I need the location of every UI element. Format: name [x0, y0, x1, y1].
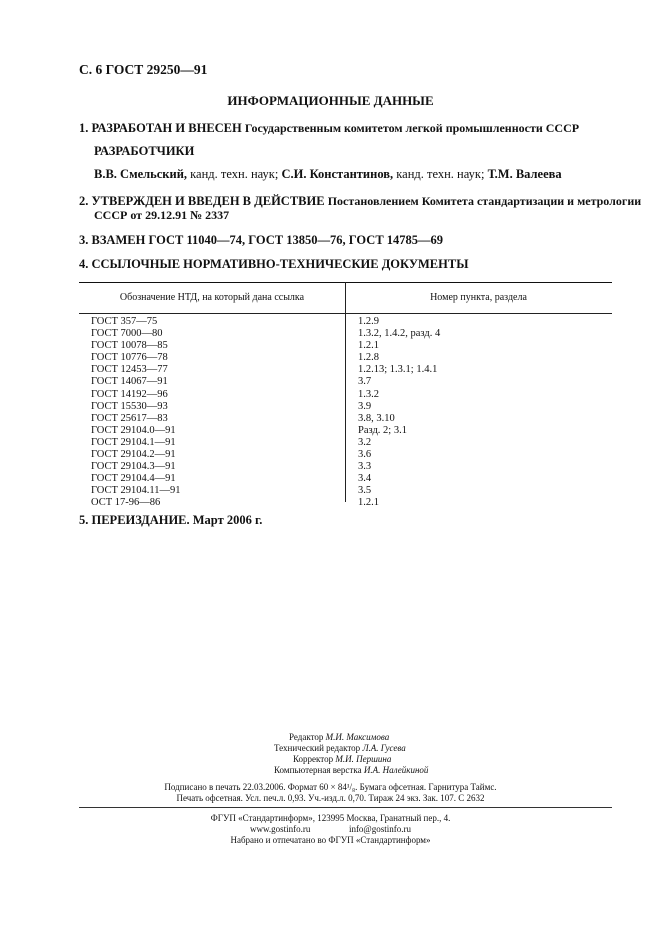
credit-name: М.И. Першина	[335, 754, 392, 764]
table-cell-clause: 3.8, 3.10	[358, 412, 395, 424]
item-heading: УТВЕРЖДЕН И ВВЕДЕН В ДЕЙСТВИЕ	[91, 194, 325, 208]
table-column-designation	[91, 316, 181, 510]
item-1	[79, 121, 579, 136]
table-cell-clause: Разд. 2; 3.1	[358, 424, 407, 436]
table-cell-designation: ГОСТ 29104.3—91	[91, 461, 176, 473]
table-cell-designation: ГОСТ 357—75	[91, 316, 158, 327]
item-number: 5.	[79, 513, 89, 527]
credit-name: М.И. Максимова	[325, 732, 390, 742]
author-degree: канд. техн. наук;	[190, 167, 279, 181]
table-column-divider	[345, 282, 346, 502]
credit-editor	[289, 732, 389, 742]
item-heading: ПЕРЕИЗДАНИЕ. Март 2006 г.	[91, 513, 263, 527]
table-cell-clause: 1.2.1	[358, 340, 379, 352]
credit-corrector	[293, 754, 391, 764]
credit-label: Корректор	[293, 754, 334, 764]
item-heading: ССЫЛОЧНЫЕ НОРМАТИВНО-ТЕХНИЧЕСКИЕ ДОКУМЕНТЫ	[91, 257, 469, 271]
author-name: С.И. Константинов,	[281, 167, 394, 181]
authors-line	[94, 167, 562, 182]
publisher-contacts	[0, 824, 661, 834]
publisher-line-1: ФГУП «Стандартинформ», 123995 Москва, Гранатный пер., 4.	[210, 813, 451, 823]
table-cell-designation: ГОСТ 29104.0—91	[91, 424, 176, 436]
table-cell-clause: 3.4	[358, 473, 372, 485]
section-title: ИНФОРМАЦИОННЫЕ ДАННЫЕ	[227, 93, 434, 108]
item-heading: ВЗАМЕН ГОСТ 11040—74, ГОСТ 13850—76, ГОСТ 14785—69	[91, 233, 444, 247]
item-3	[79, 233, 443, 248]
table-cell-designation: ГОСТ 25617—83	[91, 412, 168, 424]
table-cell-designation: ГОСТ 15530—93	[91, 400, 168, 412]
table-cell-clause: 3.9	[358, 400, 372, 412]
credit-layout	[274, 765, 428, 775]
table-cell-designation: ГОСТ 12453—77	[91, 364, 168, 376]
publisher-email: info@gostinfo.ru	[348, 824, 411, 834]
item-text: Постановлением Комитета стандартизации и метрологии	[327, 194, 642, 208]
table-header-clause: Номер пункта, раздела	[430, 292, 527, 303]
table-cell-designation: ОСТ 17-96—86	[91, 497, 161, 509]
table-cell-clause: 3.2	[358, 436, 372, 448]
table-cell-clause: 1.2.8	[358, 352, 379, 364]
developers-heading: РАЗРАБОТЧИКИ	[94, 144, 195, 158]
table-cell-designation: ГОСТ 29104.4—91	[91, 473, 176, 485]
item-5	[79, 513, 262, 528]
item-text-continued: СССР от 29.12.91 № 2337	[94, 208, 230, 222]
credit-label: Редактор	[289, 732, 324, 742]
table-cell-designation: ГОСТ 14192—96	[91, 388, 168, 400]
item-heading: РАЗРАБОТАН И ВНЕСЕН	[91, 121, 242, 135]
table-cell-clause: 3.3	[358, 461, 372, 473]
publisher-line-3: Набрано и отпечатано во ФГУП «Стандартинформ»	[230, 835, 431, 845]
author-name: В.В. Смельский,	[94, 167, 188, 181]
table-column-clause	[358, 316, 440, 510]
table-cell-designation: ГОСТ 29104.2—91	[91, 449, 176, 461]
item-text: Государственным комитетом легкой промышленности СССР	[244, 121, 580, 135]
publisher-website: www.gostinfo.ru	[250, 824, 311, 834]
credit-name: Л.А. Гусева	[362, 743, 406, 753]
table-cell-clause: 3.6	[358, 449, 372, 461]
table-cell-designation: ГОСТ 14067—91	[91, 376, 168, 388]
footer-divider	[79, 807, 612, 808]
author-degree: канд. техн. наук;	[396, 167, 485, 181]
item-number: 3.	[79, 233, 89, 247]
item-number: 4.	[79, 257, 89, 271]
credit-label: Технический редактор	[274, 743, 361, 753]
table-cell-designation: ГОСТ 29104.11—91	[91, 485, 181, 497]
table-cell-clause: 1.3.2, 1.4.2, разд. 4	[358, 328, 441, 340]
table-cell-clause: 3.5	[358, 485, 372, 497]
item-number: 2.	[79, 194, 89, 208]
item-2	[79, 194, 641, 209]
author-name: Т.М. Валеева	[487, 167, 562, 181]
table-cell-designation: ГОСТ 10776—78	[91, 352, 168, 364]
credit-name: И.А. Налейкиной	[363, 765, 429, 775]
table-cell-clause: 1.3.2	[358, 388, 379, 400]
table-cell-designation: ГОСТ 10078—85	[91, 340, 168, 352]
table-cell-clause: 1.2.1	[358, 497, 379, 509]
print-info-line-2: Печать офсетная. Усл. печ.л. 0,93. Уч.-изд.л. 0,70. Тираж 24 экз. Зак. 107. С 2632	[176, 793, 485, 803]
table-cell-clause: 1.2.13; 1.3.1; 1.4.1	[358, 364, 438, 376]
table-cell-designation: ГОСТ 29104.1—91	[91, 436, 176, 448]
credit-tech-editor	[274, 743, 406, 753]
table-cell-designation: ГОСТ 7000—80	[91, 328, 163, 340]
table-cell-clause: 1.2.9	[358, 316, 379, 327]
item-number: 1.	[79, 121, 89, 135]
page-header: С. 6 ГОСТ 29250—91	[79, 62, 208, 77]
item-4	[79, 257, 468, 272]
print-info-line-1: Подписано в печать 22.03.2006. Формат 60 × 84¹/₈. Бумага офсетная. Гарнитура Таймс.	[164, 782, 497, 792]
table-header-designation: Обозначение НТД, на который дана ссылка	[119, 292, 305, 303]
table-cell-clause: 3.7	[358, 376, 372, 388]
credit-label: Компьютерная верстка	[274, 765, 362, 775]
